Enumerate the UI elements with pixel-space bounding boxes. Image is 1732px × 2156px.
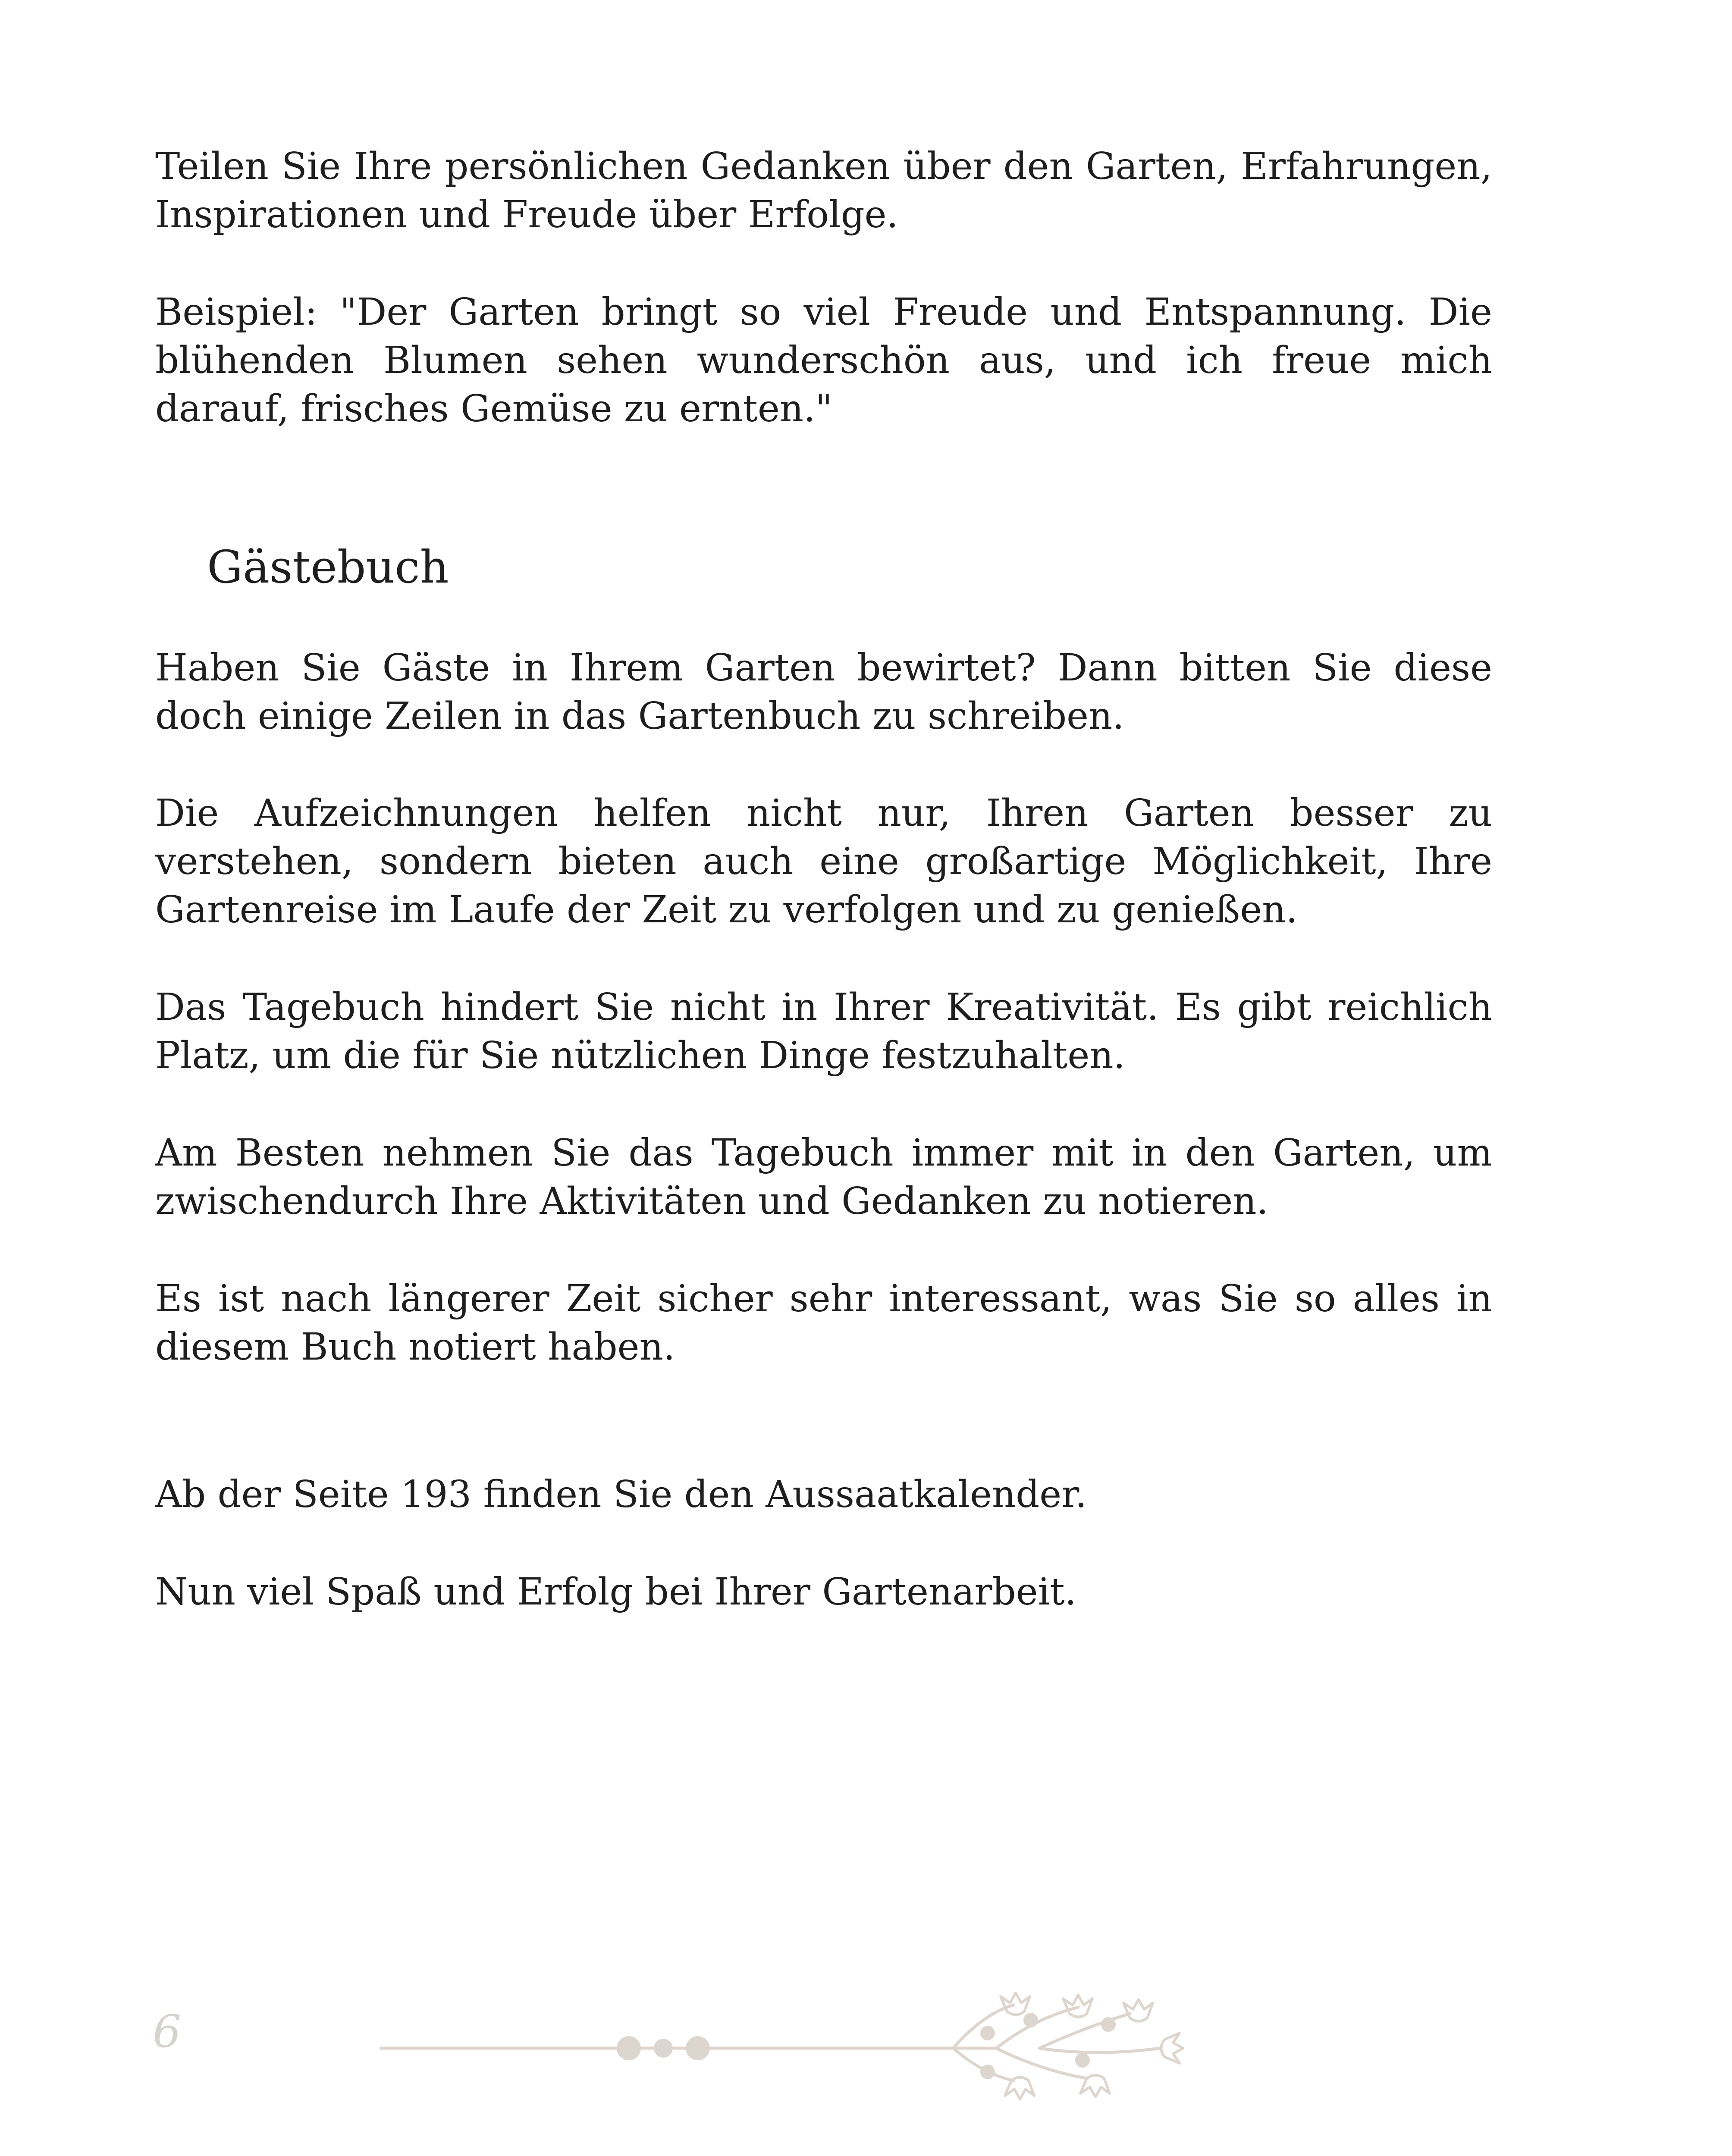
closing-paragraph-wishes: Nun viel Spaß und Erfolg bei Ihrer Gartenarbeit. [155, 1570, 1077, 1614]
guestbook-paragraph-creativity: Das Tagebuch hindert Sie nicht in Ihrer Kreativität. Es gibt reichlich Platz, um die für Sie nützlichen Dinge festzuhalten. [155, 986, 1492, 1077]
guestbook-paragraph-records: Die Aufzeichnungen helfen nicht nur, Ihren Garten besser zu verstehen, sondern bieten auch eine großartige Möglichkeit, Ihre Gartenreise im Laufe der Zeit zu verfolgen und zu genießen. [155, 792, 1492, 931]
example-paragraph: Beispiel: "Der Garten bringt so viel Freude und Entspannung. Die blühenden Blumen sehen wunderschön aus, und ich freue mich darauf, frisches Gemüse zu ernten." [155, 291, 1492, 430]
closing-paragraph-calendar: Ab der Seite 193 finden Sie den Aussaatkalender. [155, 1473, 1087, 1516]
intro-paragraph-thoughts: Teilen Sie Ihre persönlichen Gedanken über den Garten, Erfahrungen, Inspirationen und Freude über Erfolge. [155, 145, 1492, 236]
guestbook-paragraph-guests: Haben Sie Gäste in Ihrem Garten bewirtet? Dann bitten Sie diese doch einige Zeilen in das Gartenbuch zu schreiben. [155, 646, 1492, 738]
guestbook-paragraph-interesting: Es ist nach längerer Zeit sicher sehr interessant, was Sie so alles in diesem Buch notiert haben. [155, 1277, 1492, 1369]
section-heading-guestbook: Gästebuch [207, 541, 449, 593]
guestbook-paragraph-take-along: Am Besten nehmen Sie das Tagebuch immer mit in den Garten, um zwischendurch Ihre Aktivitäten und Gedanken zu notieren. [155, 1131, 1492, 1223]
page-number: 6 [153, 2005, 182, 2058]
floral-branch-divider-icon [380, 1988, 1225, 2109]
